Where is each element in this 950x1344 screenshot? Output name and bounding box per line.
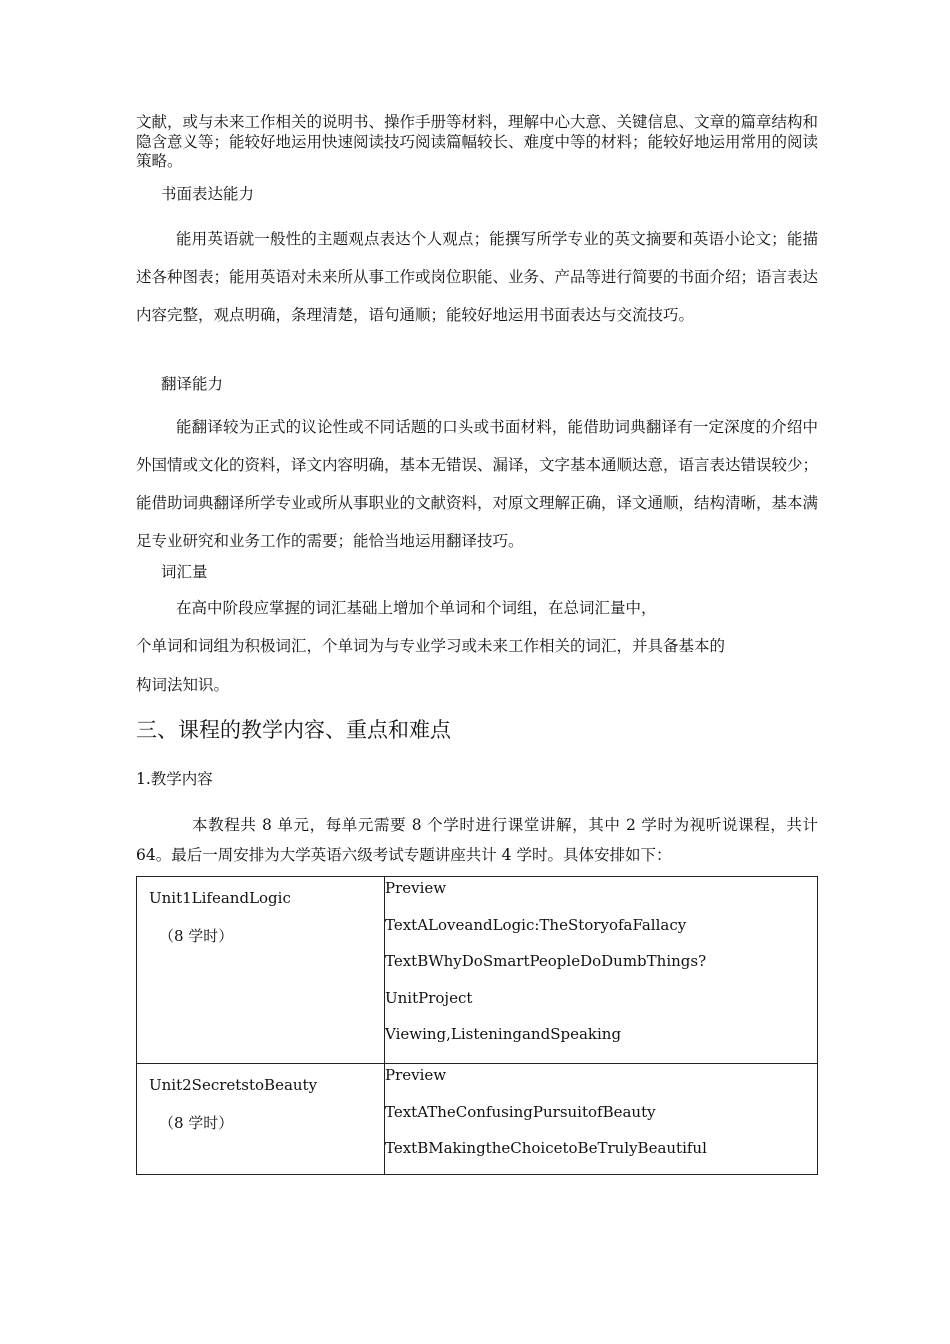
vocabulary-line-2: 个单词和词组为积极词汇，个单词为与专业学习或未来工作相关的词汇，并具备基本的 [136,637,726,655]
unit-name: Unit1LifeandLogic [149,889,291,907]
table-row [137,877,818,1064]
subsection-title: 1.教学内容 [136,770,213,788]
vocabulary-heading: 词汇量 [161,563,208,581]
list-item: TextBMakingtheChoicetoBeTrulyBeautiful [385,1139,707,1157]
translation-ability-paragraph: 能翻译较为正式的议论性或不同话题的口头或书面材料，能借助词典翻译有一定深度的介绍中外国情或文化的资料，译文内容明确，基本无错误、漏译，文字基本通顺达意，语言表达错误较少；能借助词典翻译所学专业或所从事职业的文献资料，对原文理解正确，译文通顺，结构清晰，基本满足专业研究和业务工作的需要；能恰当地运用翻译技巧。 [136,418,819,550]
list-item: TextALoveandLogic:TheStoryofaFallacy [385,915,687,934]
vocabulary-line-3: 构词法知识。 [136,676,230,694]
unit-cell [137,1064,385,1175]
teaching-content-intro: 本教程共 8 单元，每单元需要 8 个学时进行课堂讲解，其中 2 学时为视听说课程，共计 64。最后一周安排为大学英语六级考试专题讲座共计 4 学时。具体安排如下： [136,816,818,864]
unit-hours: （8 学时） [159,1114,234,1132]
translation-ability-heading: 翻译能力 [161,375,224,393]
list-item: Viewing,ListeningandSpeaking [385,1025,622,1043]
list-item: UnitProject [385,988,473,1007]
table-row [137,1064,818,1175]
unit-items-cell [385,877,818,1064]
list-item: TextBWhyDoSmartPeopleDoDumbThings? [385,952,707,970]
vocabulary-line-1: 在高中阶段应掌握的词汇基础上增加个单词和个词组，在总词汇量中， [176,599,657,617]
section-title: 三、课程的教学内容、重点和难点 [136,718,451,742]
list-item: Preview [385,1066,447,1084]
list-item: TextATheConfusingPursuitofBeauty [385,1102,656,1121]
unit-items-cell [385,1064,818,1175]
writing-ability-paragraph: 能用英语就一般性的主题观点表达个人观点；能撰写所学专业的英文摘要和英语小论文；能描述各种图表；能用英语对未来所从事工作或岗位职能、业务、产品等进行简要的书面介绍；语言表达内容完整，观点明确，条理清楚，语句通顺；能较好地运用书面表达与交流技巧。 [136,230,819,324]
unit-name: Unit2SecretstoBeauty [149,1076,318,1094]
reading-ability-paragraph: 文献，或与未来工作相关的说明书、操作手册等材料，理解中心大意、关键信息、文章的篇章结构和隐含意义等；能较好地运用快速阅读技巧阅读篇幅较长、难度中等的材料；能较好地运用常用的阅读策略。 [136,113,819,170]
writing-ability-heading: 书面表达能力 [161,185,255,203]
units-table [136,876,818,1175]
unit-hours: （8 学时） [159,927,234,945]
list-item: Preview [385,879,447,897]
unit-cell [137,877,385,1064]
